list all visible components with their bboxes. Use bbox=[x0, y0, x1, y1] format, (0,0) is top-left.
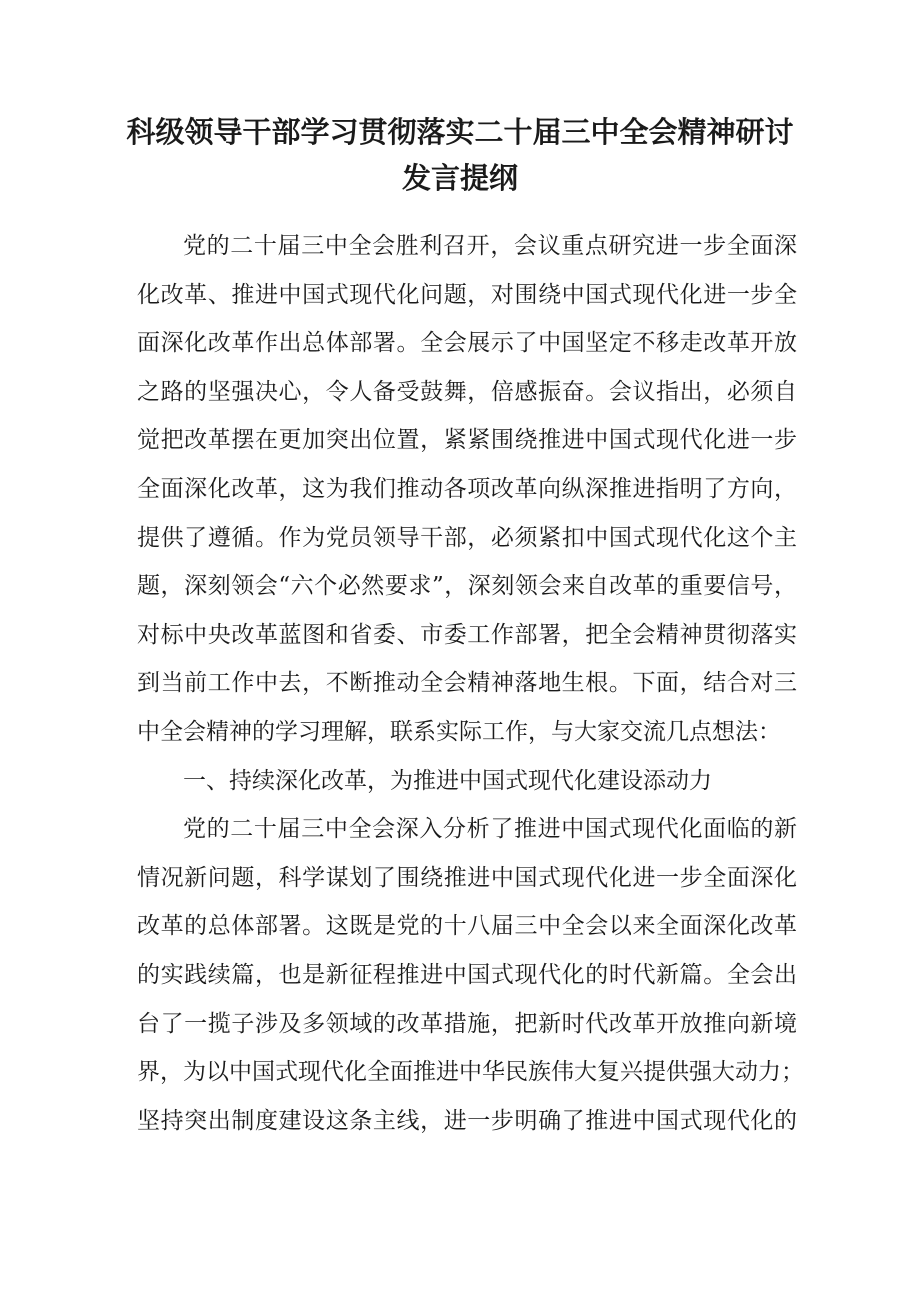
body-line: 到当前工作中去，不断推动全会精神落地生根。下面，结合对三 bbox=[137, 670, 797, 697]
section-heading: 一、持续深化改革，为推进中国式现代化建设添动力 bbox=[183, 767, 712, 794]
body-line: 提供了遵循。作为党员领导干部，必须紧扣中国式现代化这个主 bbox=[137, 524, 797, 551]
body-line: 台了一揽子涉及多领域的改革措施，把新时代改革开放推向新境 bbox=[137, 1010, 797, 1037]
body-line: 中全会精神的学习理解，联系实际工作，与大家交流几点想法： bbox=[137, 718, 781, 745]
body-line: 界，为以中国式现代化全面推进中华民族伟大复兴提供强大动力； bbox=[137, 1059, 804, 1086]
body-line: 题，深刻领会“六个必然要求”，深刻领会来自改革的重要信号， bbox=[137, 573, 797, 600]
body-line: 情况新问题，科学谋划了围绕推进中国式现代化进一步全面深化 bbox=[137, 864, 797, 891]
document-title-line-1: 科级领导干部学习贯彻落实二十届三中全会精神研讨 bbox=[126, 115, 794, 149]
body-line: 之路的坚强决心，令人备受鼓舞，倍感振奋。会议指出，必须自 bbox=[137, 378, 797, 405]
document-body bbox=[137, 222, 804, 1145]
body-line: 党的二十届三中全会深入分析了推进中国式现代化面临的新 bbox=[183, 816, 797, 843]
body-line: 全面深化改革，这为我们推动各项改革向纵深推进指明了方向， bbox=[137, 475, 797, 502]
body-line: 改革的总体部署。这既是党的十八届三中全会以来全面深化改革 bbox=[137, 913, 797, 940]
body-line: 化改革、推进中国式现代化问题，对围绕中国式现代化进一步全 bbox=[137, 281, 797, 308]
body-line: 党的二十届三中全会胜利召开，会议重点研究进一步全面深 bbox=[183, 233, 797, 259]
body-line: 对标中央改革蓝图和省委、市委工作部署，把全会精神贯彻落实 bbox=[137, 621, 797, 648]
body-line: 的实践续篇，也是新征程推进中国式现代化的时代新篇。全会出 bbox=[137, 961, 797, 988]
document-title-line-2: 发言提纲 bbox=[401, 161, 518, 195]
body-line: 觉把改革摆在更加突出位置，紧紧围绕推进中国式现代化进一步 bbox=[137, 427, 797, 454]
body-line: 面深化改革作出总体部署。全会展示了中国坚定不移走改革开放 bbox=[137, 330, 797, 357]
body-line: 坚持突出制度建设这条主线，进一步明确了推进中国式现代化的 bbox=[137, 1107, 797, 1134]
